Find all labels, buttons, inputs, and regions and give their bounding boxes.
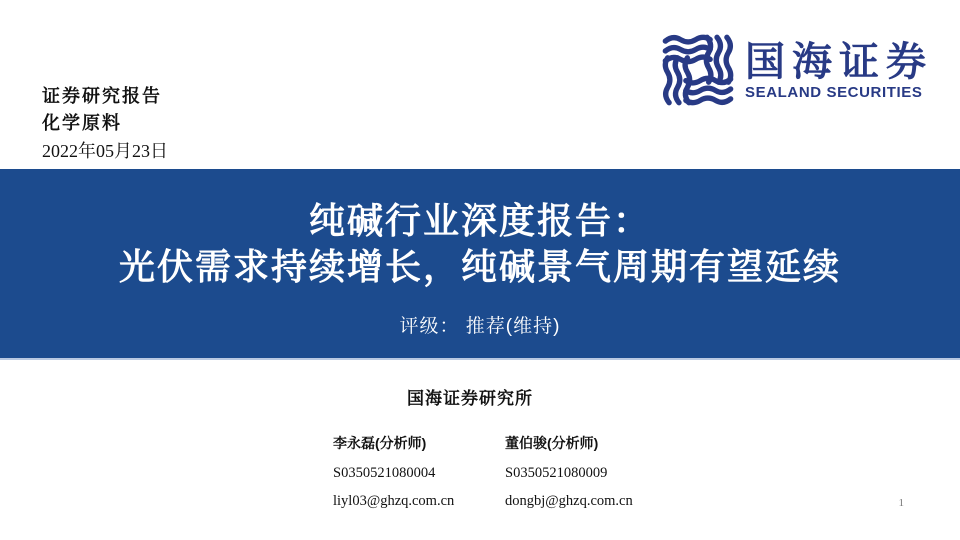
report-title-line2: 光伏需求持续增长，纯碱景气周期有望延续 [118,246,841,287]
analyst-name: 李永磊(分析师) [333,435,427,451]
analyst-card [505,433,639,521]
analyst-card [333,433,467,521]
sealand-wave-logo-icon [660,32,736,108]
report-meta [42,83,168,165]
analyst-license-number: S0350521080004 [333,465,436,481]
analyst-email: dongbj@ghzq.com.cn [505,493,633,509]
title-banner [0,169,960,360]
page-number: 1 [898,497,904,509]
report-title-line1: 纯碱行业深度报告： [308,200,651,241]
analyst-license-number: S0350521080009 [505,465,608,481]
rating-line: 评级： 推荐(维持) [399,316,561,337]
report-title [0,169,960,290]
institute-name: 国海证券研究所 [407,389,533,408]
brand-name-cn: 国海证券 [745,39,933,84]
sealand-logo [660,32,933,108]
brand-text [745,39,933,101]
brand-name-en: SEALAND SECURITIES [745,83,923,101]
analyst-name: 董伯骏(分析师) [505,435,599,451]
analyst-email: liyl03@ghzq.com.cn [333,493,455,509]
analysts-block [333,433,639,521]
report-date: 2022年05月23日 [42,141,168,161]
report-type-label: 证券研究报告 [42,86,162,106]
industry-label: 化学原料 [42,113,122,133]
